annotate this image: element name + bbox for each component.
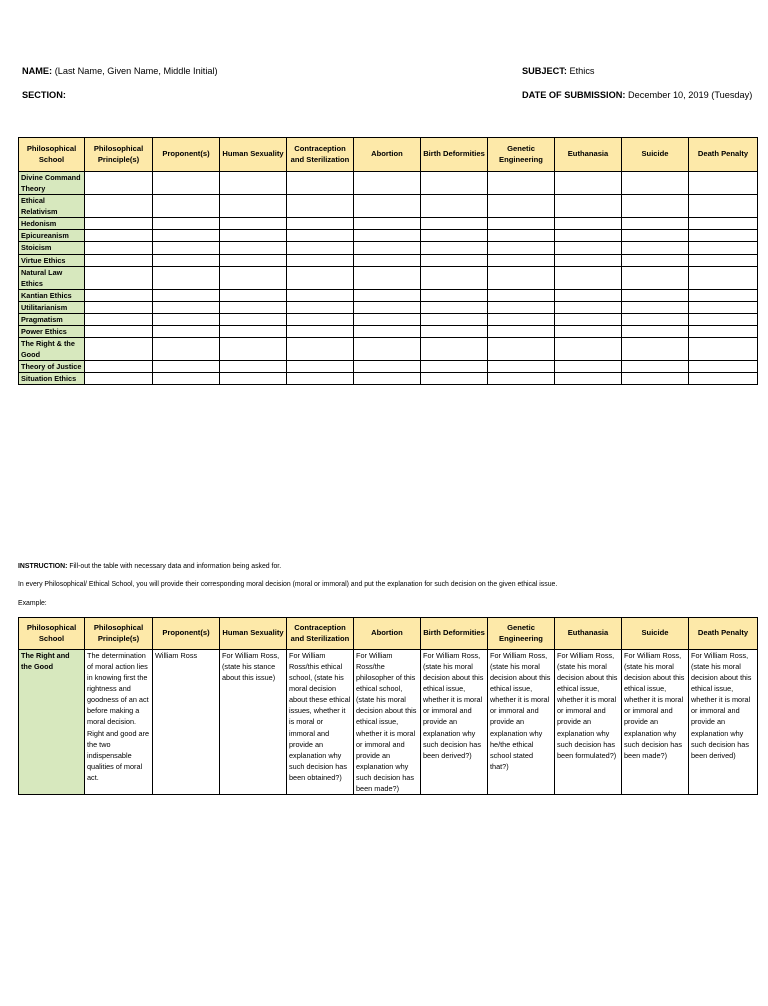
school-name-cell: Epicureanism bbox=[19, 230, 85, 242]
answer-cell[interactable] bbox=[488, 313, 555, 325]
answer-cell[interactable] bbox=[421, 313, 488, 325]
name-label: NAME: bbox=[22, 66, 53, 76]
school-name-cell: Divine Command Theory bbox=[19, 172, 85, 195]
answer-cell[interactable] bbox=[85, 242, 153, 254]
answer-cell[interactable] bbox=[488, 361, 555, 373]
answer-cell[interactable] bbox=[85, 338, 153, 361]
instruction-line-1 bbox=[18, 563, 281, 570]
column-header: Human Sexuality bbox=[220, 138, 287, 172]
answer-cell[interactable] bbox=[354, 373, 421, 385]
table-cell: For William Ross, (state his stance about this issue) bbox=[220, 650, 287, 795]
instruction-text: Fill-out the table with necessary data and information being asked for. bbox=[69, 563, 282, 570]
column-header: Euthanasia bbox=[555, 138, 622, 172]
column-header: Birth Deformities bbox=[421, 138, 488, 172]
answer-cell[interactable] bbox=[287, 230, 354, 242]
answer-cell[interactable] bbox=[689, 373, 758, 385]
column-header: Genetic Engineering bbox=[488, 618, 555, 650]
answer-cell[interactable] bbox=[622, 301, 689, 313]
table-row bbox=[19, 301, 758, 313]
answer-cell[interactable] bbox=[220, 313, 287, 325]
answer-cell[interactable] bbox=[220, 301, 287, 313]
answer-cell[interactable] bbox=[488, 326, 555, 338]
answer-cell[interactable] bbox=[85, 361, 153, 373]
answer-cell[interactable] bbox=[85, 289, 153, 301]
answer-cell[interactable] bbox=[622, 195, 689, 218]
answer-cell[interactable] bbox=[488, 373, 555, 385]
school-name-cell: Kantian Ethics bbox=[19, 289, 85, 301]
answer-cell[interactable] bbox=[287, 172, 354, 195]
school-name-cell: Ethical Relativism bbox=[19, 195, 85, 218]
answer-cell[interactable] bbox=[555, 254, 622, 266]
answer-cell[interactable] bbox=[555, 195, 622, 218]
answer-cell[interactable] bbox=[488, 172, 555, 195]
answer-cell[interactable] bbox=[220, 230, 287, 242]
answer-cell[interactable] bbox=[689, 326, 758, 338]
date-value: December 10, 2019 (Tuesday) bbox=[628, 90, 753, 100]
section-line bbox=[22, 90, 66, 100]
answer-cell[interactable] bbox=[220, 172, 287, 195]
answer-cell[interactable] bbox=[421, 195, 488, 218]
column-header: Euthanasia bbox=[555, 618, 622, 650]
table-cell: For William Ross, (state his moral decision about this ethical issue, whether it is moral or immoral and provide an explanation why such decision has been derived) bbox=[689, 650, 758, 795]
answer-cell[interactable] bbox=[153, 338, 220, 361]
answer-cell[interactable] bbox=[287, 338, 354, 361]
answer-cell[interactable] bbox=[555, 313, 622, 325]
table-row bbox=[19, 218, 758, 230]
answer-cell[interactable] bbox=[421, 218, 488, 230]
answer-cell[interactable] bbox=[622, 338, 689, 361]
answer-cell[interactable] bbox=[421, 361, 488, 373]
table-cell: For William Ross/this ethical school, (state his moral decision about these ethical issues, whether it is moral or immoral and provide an explanation why such decision has been obtained?) bbox=[287, 650, 354, 795]
table-cell: For William Ross, (state his moral decision about this ethical issue, whether it is moral or immoral and provide an explanation why such decision has been formulated?) bbox=[555, 650, 622, 795]
answer-cell[interactable] bbox=[153, 254, 220, 266]
answer-cell[interactable] bbox=[421, 326, 488, 338]
school-name-cell: Situation Ethics bbox=[19, 373, 85, 385]
answer-cell[interactable] bbox=[555, 361, 622, 373]
answer-cell[interactable] bbox=[555, 338, 622, 361]
answer-cell[interactable] bbox=[689, 289, 758, 301]
column-header: Philosophical Principle(s) bbox=[85, 138, 153, 172]
school-name-cell: The Right & the Good bbox=[19, 338, 85, 361]
answer-cell[interactable] bbox=[85, 266, 153, 289]
answer-cell[interactable] bbox=[555, 373, 622, 385]
table-row bbox=[19, 326, 758, 338]
name-line bbox=[22, 66, 218, 76]
answer-cell[interactable] bbox=[153, 218, 220, 230]
answer-cell[interactable] bbox=[689, 172, 758, 195]
answer-cell[interactable] bbox=[421, 373, 488, 385]
column-header: Suicide bbox=[622, 138, 689, 172]
table-row bbox=[19, 338, 758, 361]
answer-cell[interactable] bbox=[287, 242, 354, 254]
answer-cell[interactable] bbox=[220, 218, 287, 230]
answer-cell[interactable] bbox=[354, 338, 421, 361]
main-table bbox=[18, 137, 758, 385]
answer-cell[interactable] bbox=[153, 326, 220, 338]
column-header: Abortion bbox=[354, 138, 421, 172]
school-name-cell: Natural Law Ethics bbox=[19, 266, 85, 289]
answer-cell[interactable] bbox=[622, 242, 689, 254]
answer-cell[interactable] bbox=[622, 289, 689, 301]
answer-cell[interactable] bbox=[488, 218, 555, 230]
answer-cell[interactable] bbox=[220, 326, 287, 338]
answer-cell[interactable] bbox=[287, 361, 354, 373]
answer-cell[interactable] bbox=[689, 266, 758, 289]
section-label: SECTION: bbox=[22, 90, 66, 100]
answer-cell[interactable] bbox=[421, 254, 488, 266]
answer-cell[interactable] bbox=[287, 289, 354, 301]
answer-cell[interactable] bbox=[153, 230, 220, 242]
answer-cell[interactable] bbox=[85, 195, 153, 218]
answer-cell[interactable] bbox=[555, 172, 622, 195]
answer-cell[interactable] bbox=[85, 254, 153, 266]
table-row bbox=[19, 195, 758, 218]
answer-cell[interactable] bbox=[85, 373, 153, 385]
column-header: Philosophical Principle(s) bbox=[85, 618, 153, 650]
answer-cell[interactable] bbox=[488, 266, 555, 289]
answer-cell[interactable] bbox=[354, 313, 421, 325]
column-header: Abortion bbox=[354, 618, 421, 650]
answer-cell[interactable] bbox=[354, 289, 421, 301]
column-header: Genetic Engineering bbox=[488, 138, 555, 172]
answer-cell[interactable] bbox=[153, 172, 220, 195]
table-row bbox=[19, 242, 758, 254]
answer-cell[interactable] bbox=[153, 361, 220, 373]
school-name-cell: Theory of Justice bbox=[19, 361, 85, 373]
answer-cell[interactable] bbox=[85, 326, 153, 338]
answer-cell[interactable] bbox=[689, 313, 758, 325]
answer-cell[interactable] bbox=[622, 254, 689, 266]
answer-cell[interactable] bbox=[354, 266, 421, 289]
school-name-cell: Utilitarianism bbox=[19, 301, 85, 313]
column-header: Death Penalty bbox=[689, 618, 758, 650]
answer-cell[interactable] bbox=[287, 266, 354, 289]
answer-cell[interactable] bbox=[488, 301, 555, 313]
answer-cell[interactable] bbox=[354, 218, 421, 230]
answer-cell[interactable] bbox=[220, 373, 287, 385]
answer-cell[interactable] bbox=[153, 242, 220, 254]
answer-cell[interactable] bbox=[220, 361, 287, 373]
answer-cell[interactable] bbox=[220, 254, 287, 266]
table-row bbox=[19, 289, 758, 301]
school-name-cell: Pragmatism bbox=[19, 313, 85, 325]
answer-cell[interactable] bbox=[287, 254, 354, 266]
answer-cell[interactable] bbox=[689, 361, 758, 373]
answer-cell[interactable] bbox=[555, 326, 622, 338]
answer-cell[interactable] bbox=[622, 266, 689, 289]
answer-cell[interactable] bbox=[287, 301, 354, 313]
table-cell: William Ross bbox=[153, 650, 220, 795]
answer-cell[interactable] bbox=[622, 361, 689, 373]
column-header: Birth Deformities bbox=[421, 618, 488, 650]
answer-cell[interactable] bbox=[622, 218, 689, 230]
table-row bbox=[19, 361, 758, 373]
answer-cell[interactable] bbox=[555, 218, 622, 230]
answer-cell[interactable] bbox=[153, 373, 220, 385]
school-name-cell: Power Ethics bbox=[19, 326, 85, 338]
table-cell: For William Ross, (state his moral decision about this ethical issue, whether it is moral or immoral and provide an explanation why such decision has been made?) bbox=[622, 650, 689, 795]
answer-cell[interactable] bbox=[153, 195, 220, 218]
answer-cell[interactable] bbox=[555, 242, 622, 254]
answer-cell[interactable] bbox=[287, 195, 354, 218]
answer-cell[interactable] bbox=[220, 242, 287, 254]
table-row bbox=[19, 266, 758, 289]
answer-cell[interactable] bbox=[689, 218, 758, 230]
subject-label: SUBJECT: bbox=[522, 66, 567, 76]
header-row bbox=[19, 618, 758, 650]
column-header: Philosophical School bbox=[19, 138, 85, 172]
answer-cell[interactable] bbox=[354, 242, 421, 254]
table-cell: The Right and the Good bbox=[19, 650, 85, 795]
subject-value: Ethics bbox=[569, 66, 595, 76]
answer-cell[interactable] bbox=[622, 313, 689, 325]
answer-cell[interactable] bbox=[488, 338, 555, 361]
answer-cell[interactable] bbox=[287, 373, 354, 385]
school-name-cell: Hedonism bbox=[19, 218, 85, 230]
answer-cell[interactable] bbox=[354, 172, 421, 195]
table-row bbox=[19, 254, 758, 266]
answer-cell[interactable] bbox=[555, 289, 622, 301]
answer-cell[interactable] bbox=[287, 313, 354, 325]
answer-cell[interactable] bbox=[689, 242, 758, 254]
column-header: Proponent(s) bbox=[153, 138, 220, 172]
instruction-label: INSTRUCTION: bbox=[18, 563, 68, 570]
answer-cell[interactable] bbox=[689, 301, 758, 313]
answer-cell[interactable] bbox=[85, 301, 153, 313]
table-cell: For William Ross, (state his moral decision about this ethical issue, whether it is moral or immoral and provide an explanation why such decision has been derived?) bbox=[421, 650, 488, 795]
answer-cell[interactable] bbox=[488, 242, 555, 254]
answer-cell[interactable] bbox=[287, 326, 354, 338]
answer-cell[interactable] bbox=[354, 326, 421, 338]
answer-cell[interactable] bbox=[488, 254, 555, 266]
subject-line bbox=[522, 66, 595, 76]
answer-cell[interactable] bbox=[421, 338, 488, 361]
column-header: Contraception and Sterilization bbox=[287, 138, 354, 172]
answer-cell[interactable] bbox=[555, 301, 622, 313]
answer-cell[interactable] bbox=[421, 289, 488, 301]
answer-cell[interactable] bbox=[689, 254, 758, 266]
answer-cell[interactable] bbox=[153, 313, 220, 325]
header-row bbox=[19, 138, 758, 172]
answer-cell[interactable] bbox=[622, 326, 689, 338]
example-row bbox=[19, 650, 758, 795]
column-header: Death Penalty bbox=[689, 138, 758, 172]
answer-cell[interactable] bbox=[85, 230, 153, 242]
answer-cell[interactable] bbox=[421, 230, 488, 242]
name-value: (Last Name, Given Name, Middle Initial) bbox=[54, 66, 218, 76]
column-header: Human Sexuality bbox=[220, 618, 287, 650]
answer-cell[interactable] bbox=[153, 289, 220, 301]
answer-cell[interactable] bbox=[153, 301, 220, 313]
answer-cell[interactable] bbox=[689, 338, 758, 361]
table-row bbox=[19, 373, 758, 385]
table-row bbox=[19, 172, 758, 195]
answer-cell[interactable] bbox=[220, 338, 287, 361]
answer-cell[interactable] bbox=[622, 373, 689, 385]
instruction-line-2: In every Philosophical/ Ethical School, you will provide their corresponding moral decision (moral or immoral) and put the explanation for such decision on the given ethical issue. bbox=[18, 581, 558, 588]
answer-cell[interactable] bbox=[85, 313, 153, 325]
answer-cell[interactable] bbox=[488, 289, 555, 301]
answer-cell[interactable] bbox=[220, 266, 287, 289]
answer-cell[interactable] bbox=[488, 230, 555, 242]
answer-cell[interactable] bbox=[488, 195, 555, 218]
date-label: DATE OF SUBMISSION: bbox=[522, 90, 626, 100]
example-label: Example: bbox=[18, 600, 47, 607]
answer-cell[interactable] bbox=[421, 266, 488, 289]
answer-cell[interactable] bbox=[421, 301, 488, 313]
answer-cell[interactable] bbox=[153, 266, 220, 289]
answer-cell[interactable] bbox=[622, 172, 689, 195]
example-table bbox=[18, 617, 758, 795]
table-cell: The determination of moral action lies in knowing first the rightness and goodness of an act before making a moral decision. Right and good are the two indispensable qualities of moral act. bbox=[85, 650, 153, 795]
column-header: Proponent(s) bbox=[153, 618, 220, 650]
answer-cell[interactable] bbox=[354, 361, 421, 373]
answer-cell[interactable] bbox=[85, 172, 153, 195]
answer-cell[interactable] bbox=[555, 230, 622, 242]
table-row bbox=[19, 313, 758, 325]
answer-cell[interactable] bbox=[220, 195, 287, 218]
answer-cell[interactable] bbox=[622, 230, 689, 242]
answer-cell[interactable] bbox=[421, 242, 488, 254]
answer-cell[interactable] bbox=[220, 289, 287, 301]
answer-cell[interactable] bbox=[354, 230, 421, 242]
school-name-cell: Virtue Ethics bbox=[19, 254, 85, 266]
column-header: Contraception and Sterilization bbox=[287, 618, 354, 650]
table-cell: For William Ross, (state his moral decision about this ethical issue, whether it is moral or immoral and provide an explanation why he/the ethical school stated that?) bbox=[488, 650, 555, 795]
answer-cell[interactable] bbox=[354, 195, 421, 218]
date-line bbox=[522, 90, 752, 100]
answer-cell[interactable] bbox=[689, 230, 758, 242]
answer-cell[interactable] bbox=[354, 254, 421, 266]
column-header: Philosophical School bbox=[19, 618, 85, 650]
answer-cell[interactable] bbox=[555, 266, 622, 289]
answer-cell[interactable] bbox=[689, 195, 758, 218]
table-cell: For William Ross/the philosopher of this ethical school, (state his moral decision about this ethical issue, whether it is moral or immoral and provide an explanation why such decision has been made?) bbox=[354, 650, 421, 795]
answer-cell[interactable] bbox=[85, 218, 153, 230]
school-name-cell: Stoicism bbox=[19, 242, 85, 254]
table-row bbox=[19, 230, 758, 242]
answer-cell[interactable] bbox=[287, 218, 354, 230]
answer-cell[interactable] bbox=[354, 301, 421, 313]
column-header: Suicide bbox=[622, 618, 689, 650]
answer-cell[interactable] bbox=[421, 172, 488, 195]
